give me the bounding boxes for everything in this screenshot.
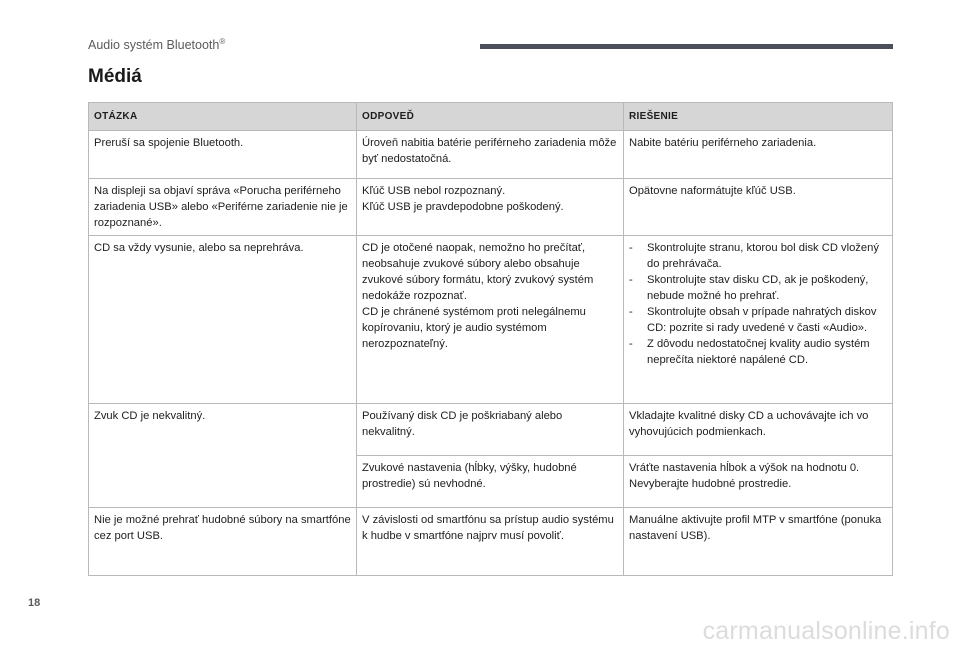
answer-cell: [357, 404, 624, 456]
question-cell: Preruší sa spojenie Bluetooth.: [89, 131, 357, 179]
table-row: [89, 236, 893, 404]
table-row: [89, 131, 893, 179]
answer-line: V závislosti od smartfónu sa prístup audio systému k hudbe v smartfóne najprv musí povoliť.: [362, 514, 614, 542]
question-cell: Zvuk CD je nekvalitný.: [89, 404, 357, 508]
header-title: [88, 37, 225, 52]
table-row: [89, 404, 893, 456]
question-cell: Nie je možné prehrať hudobné súbory na smartfóne cez port USB.: [89, 508, 357, 576]
answer-line: CD je chránené systémom proti nelegálnemu kopírovaniu, ktorý je audio systémom nerozpoznateľný.: [362, 306, 586, 350]
solution-line: Manuálne aktivujte profil MTP v smartfóne (ponuka nastavení USB).: [629, 514, 882, 542]
solution-cell: [624, 508, 893, 576]
answer-cell: [357, 236, 624, 404]
column-header-answer: ODPOVEĎ: [357, 103, 624, 131]
question-cell: CD sa vždy vysunie, alebo sa neprehráva.: [89, 236, 357, 404]
answer-line: Zvukové nastavenia (hĺbky, výšky, hudobné prostredie) sú nevhodné.: [362, 462, 577, 490]
solution-cell: [624, 131, 893, 179]
solution-line: Nevyberajte hudobné prostredie.: [629, 478, 792, 490]
page-number: 18: [28, 597, 41, 609]
answer-line: Kľúč USB je pravdepodobne poškodený.: [362, 201, 564, 213]
solution-cell: [624, 236, 893, 404]
solution-list-item: - Skontrolujte stranu, ktorou bol disk CD vložený do prehrávača.: [629, 240, 887, 272]
answer-line: Úroveň nabitia batérie periférneho zariadenia môže byť nedostatočná.: [362, 137, 617, 165]
answer-line: Používaný disk CD je poškriabaný alebo nekvalitný.: [362, 410, 563, 438]
header-title-text: Audio systém Bluetooth: [88, 38, 220, 53]
column-header-question: OTÁZKA: [89, 103, 357, 131]
registered-mark: ®: [219, 37, 226, 46]
solution-line: Nabite batériu periférneho zariadenia.: [629, 137, 817, 149]
solution-list: [629, 240, 887, 368]
answer-cell: [357, 456, 624, 508]
solution-list-item: - Skontrolujte stav disku CD, ak je poškodený, nebude možné ho prehrať.: [629, 272, 887, 304]
table-row: [89, 508, 893, 576]
solution-cell: [624, 404, 893, 456]
answer-cell: [357, 508, 624, 576]
page-title: Médiá: [88, 66, 142, 87]
answer-line: Kľúč USB nebol rozpoznaný.: [362, 185, 506, 197]
header-bar: [480, 44, 893, 49]
table-row: [89, 179, 893, 236]
solution-cell: [624, 179, 893, 236]
watermark: carmanualsonline.info: [702, 617, 950, 645]
solution-line: Opätovne naformátujte kľúč USB.: [629, 185, 796, 197]
table-header-row: [89, 103, 893, 131]
question-cell: Na displeji sa objaví správa «Porucha periférneho zariadenia USB» alebo «Periférne zariadenie nie je rozpoznané».: [89, 179, 357, 236]
solution-line: Vkladajte kvalitné disky CD a uchovávajte ich vo vyhovujúcich podmienkach.: [629, 410, 869, 438]
solution-list-item: - Z dôvodu nedostatočnej kvality audio systém neprečíta niektoré napálené CD.: [629, 336, 887, 368]
solution-list-item: - Skontrolujte obsah v prípade nahratých diskov CD: pozrite si rady uvedené v časti «Audio».: [629, 304, 887, 336]
answer-cell: [357, 179, 624, 236]
faq-table: [88, 102, 893, 576]
answer-line: CD je otočené naopak, nemožno ho prečítať, neobsahuje zvukové súbory alebo obsahuje zvukové súbory formátu, ktorý zvukový systém nedokáže rozpoznať.: [362, 242, 594, 302]
answer-cell: [357, 131, 624, 179]
solution-cell: [624, 456, 893, 508]
column-header-solution: RIEŠENIE: [624, 103, 893, 131]
solution-line: Vráťte nastavenia hĺbok a výšok na hodnotu 0.: [629, 462, 860, 474]
